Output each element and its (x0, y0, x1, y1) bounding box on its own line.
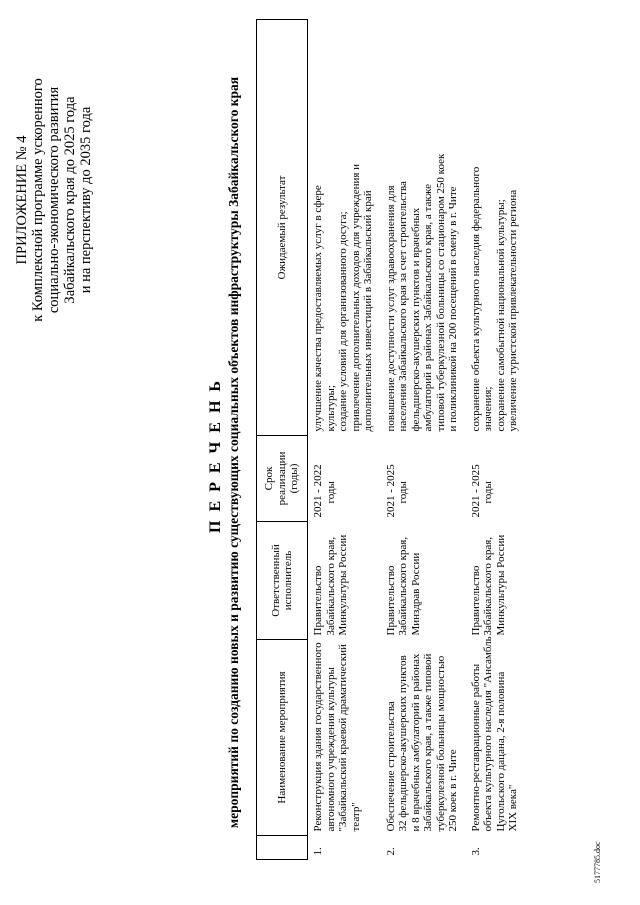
row-name (381, 640, 466, 836)
row-term (381, 436, 466, 522)
document-title: ПЕРЕЧЕНЬ (207, 372, 224, 533)
row-executor-line: Правительство (469, 565, 482, 636)
row-executor-line: Забайкальского края, (482, 536, 494, 636)
row-name (308, 640, 381, 836)
row-num: 1. (312, 847, 324, 856)
row-result-line: типовой туберкулезной больницы со стационаром 250 коек (434, 153, 447, 432)
row-name-line: Обеспечение строительства (384, 701, 397, 832)
row-executor (308, 522, 381, 640)
appendix-line: ПРИЛОЖЕНИЕ № 4 (14, 135, 30, 265)
row-result-line: увеличение туристской привлекательности региона (507, 189, 519, 432)
header-executor-line: исполнитель (282, 550, 294, 611)
row-term-line: 2021 - 2025 (469, 464, 482, 518)
row-name (466, 636, 526, 836)
row-name-line: объекта культурного наследия "Ансамбль (482, 636, 494, 832)
row-name-line: XIX века" (507, 784, 519, 832)
row-result-line: сохранение самобытной национальной культуры; (494, 199, 507, 432)
row-result-line: и поликлиникой на 200 посещений в смену в г. Чите (447, 186, 459, 432)
row-name-line: Забайкальского края, а также типовой (422, 653, 434, 832)
appendix-header (14, 15, 94, 385)
row-term (466, 436, 526, 522)
header-num (257, 836, 308, 860)
row-result (466, 20, 526, 436)
row-executor-line: Забайкальского края, (324, 536, 337, 636)
row-result-line: сохранение объекта культурного наследия федерального (469, 166, 482, 432)
file-reference: 5177785.doc (593, 841, 602, 883)
row-result-line: фельдшерско-акушерских пунктов и врачебных (409, 207, 422, 432)
row-result-line: значения; (482, 386, 494, 432)
row-num: 2. (384, 847, 397, 856)
row-executor (381, 522, 466, 640)
row-result (381, 20, 466, 436)
row-term-line: 2021 - 2022 (312, 464, 324, 518)
table-row (308, 20, 381, 860)
row-name-line: 32 фельдшерско-акушерских пунктов (397, 655, 409, 832)
table-row (466, 20, 526, 860)
row-term (308, 436, 381, 522)
row-executor-line: Правительство (312, 565, 324, 636)
row-result-line: дополнительных инвестиций в Забайкальский край (362, 190, 374, 432)
row-num: 3. (469, 847, 482, 856)
row-executor-line: Минкультуры России (337, 534, 349, 636)
row-term-line: годы (482, 481, 494, 504)
table-header (257, 20, 308, 860)
header-term (257, 436, 308, 522)
row-result-line: создание условий для организованного досуга; (337, 211, 349, 432)
row-name-line: автономного учреждения культуры (324, 667, 337, 832)
row-name-line: Цугольского дацана, 2-я половина (494, 671, 507, 832)
row-result-line: амбулаторий в районах Забайкальского края, а также (422, 183, 434, 432)
header-executor-line: Ответственный (269, 544, 282, 617)
row-name-line: туберкулезной больницы мощностью (434, 655, 447, 832)
row-term-line: годы (324, 481, 337, 504)
header-executor (257, 522, 308, 640)
row-name-line: "Забайкальский краевой драматический (337, 644, 349, 832)
row-result-line: улучшение качества предоставляемых услуг в сфере (312, 185, 324, 432)
row-executor-line: Минздрав России (409, 552, 422, 636)
row-result-line: повышение доступности услуг здравоохранения для (384, 185, 397, 432)
row-term-line: 2021 - 2025 (384, 464, 397, 518)
appendix-line: Забайкальского края до 2025 года (62, 96, 78, 304)
appendix-line: социально-экономического развития (46, 86, 62, 314)
row-executor-line: Забайкальского края, (397, 536, 409, 636)
header-term-line: (годы) (288, 463, 301, 494)
row-executor-line: Правительство (384, 565, 397, 636)
row-name-line: Реконструкция здания государственного (312, 642, 324, 832)
header-term-line: Срок (263, 466, 276, 491)
row-name-line: Ремонтно-реставрационные работы (469, 663, 482, 832)
row-result-line: культуры; (324, 385, 337, 432)
header-name: Наименование мероприятия (257, 640, 308, 836)
row-name-line: театр" (349, 802, 362, 832)
row-name-line: 250 коек в г. Чите (447, 749, 459, 832)
header-result: Ожидаемый результат (257, 20, 308, 436)
table-row (381, 20, 466, 860)
row-name-line: и 8 врачебных амбулаторий в районах (409, 653, 422, 832)
row-result (308, 20, 381, 436)
appendix-line: и на перспективу до 2035 года (78, 106, 94, 294)
table-body (308, 20, 526, 860)
row-executor-line: Минкультуры России (494, 534, 507, 636)
row-term-line: годы (397, 481, 409, 504)
header-term-line: реализации (275, 451, 288, 506)
appendix-line: к Комплексной программе ускоренного (30, 78, 46, 322)
row-executor (466, 522, 526, 640)
row-result-line: населения Забайкальского края за счет строительства (397, 181, 409, 432)
document-subtitle: мероприятий по созданию новых и развитию существующих социальных объектов инфраструктуры Забайкальского края (226, 76, 241, 829)
measures-table (256, 19, 526, 860)
row-result-line: привлечение дополнительных доходов для учреждения и (349, 163, 362, 432)
